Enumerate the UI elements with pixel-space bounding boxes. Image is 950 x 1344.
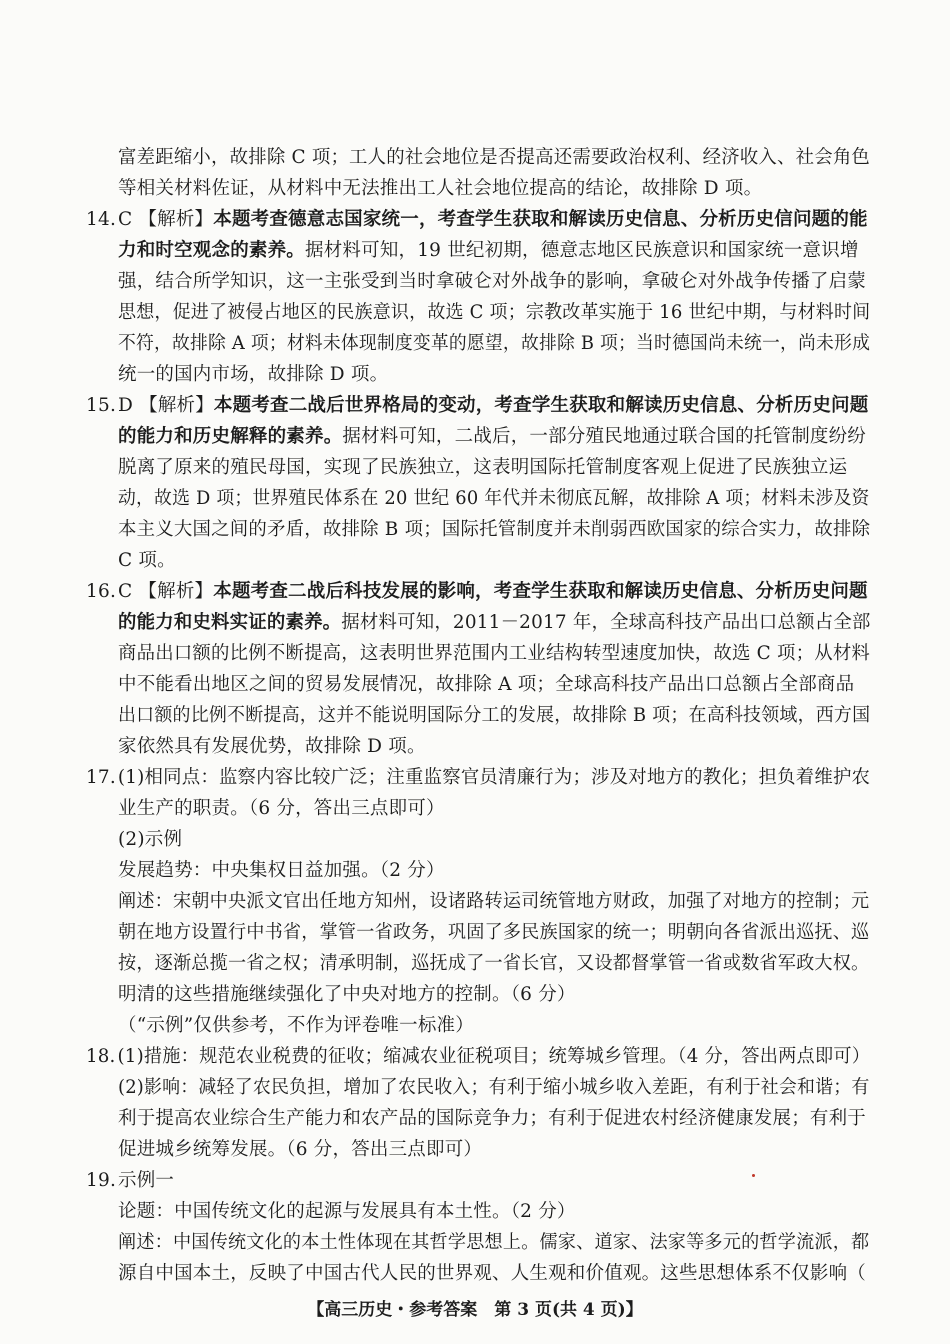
red-dot-mark xyxy=(752,1174,755,1177)
text-line: 促进城乡统筹发展。（6 分，答出三点即可） xyxy=(118,1139,483,1160)
question-number: 19. xyxy=(86,1170,117,1191)
question-number: 17. xyxy=(86,767,116,788)
text-line: 统一的国内市场，故排除 D 项。 xyxy=(118,364,389,385)
text-line: 朝在地方设置行中书省，掌管一省政务，巩固了多民族国家的统一；明朝向各省派出巡抚、巡 xyxy=(118,922,870,943)
text-line: 本主义大国之间的矛盾，故排除 B 项；国际托管制度并未削弱西欧国家的综合实力，故排除 xyxy=(118,519,871,540)
question-18-line: 18. (1)措施：规范农业税费的征收；缩减农业征税项目；统筹城乡管理。（4 分，答出两点即可） xyxy=(86,1046,871,1067)
text-line: 商品出口额的比例不断提高，这表明世界范围内工业结构转型速度加快，故选 C 项；从材料 xyxy=(118,643,871,664)
text-line: 论题：中国传统文化的起源与发展具有本土性。（2 分） xyxy=(118,1201,576,1222)
text-line: 明清的这些措施继续强化了中央对地方的控制。（6 分） xyxy=(118,984,576,1005)
question-number: 18. xyxy=(86,1046,116,1067)
question-number: 14. xyxy=(86,209,117,230)
text-line: C 项。 xyxy=(118,550,176,571)
text-line: 业生产的职责。（6 分，答出三点即可） xyxy=(118,798,445,819)
text-line: 思想，促进了被侵占地区的民族意识，故选 C 项；宗教改革实施于 16 世纪中期，与材料时间 xyxy=(118,302,871,323)
text-line: （“示例”仅供参考，不作为评卷唯一标准） xyxy=(118,1015,474,1036)
text-line: 的能力和史料实证的素养。据材料可知，2011－2017 年，全球高科技产品出口总额占全部 xyxy=(118,612,871,633)
text-line: 家依然具有发展优势，故排除 D 项。 xyxy=(118,736,426,757)
text-line: (2)示例 xyxy=(118,829,183,850)
text-line: 源自中国本土，反映了中国古代人民的世界观、人生观和价值观。这些思想体系不仅影响（ xyxy=(118,1263,867,1284)
text-line: 强，结合所学知识，这一主张受到当时拿破仑对外战争的影响，拿破仑对外战争传播了启蒙 xyxy=(118,271,867,292)
question-16-line: 16. C 【解析】本题考查二战后科技发展的影响，考查学生获取和解读历史信息、分析历史问题 xyxy=(86,581,868,602)
text-line: 富差距缩小，故排除 C 项；工人的社会地位是否提高还需要政治权利、经济收入、社会角色 xyxy=(118,147,871,168)
question-number: 15. xyxy=(86,395,117,416)
question-15-line: 15. D 【解析】本题考查二战后世界格局的变动，考查学生获取和解读历史信息、分析历史问题 xyxy=(86,395,869,416)
text-line: (2)影响：减轻了农民负担，增加了农民收入；有利于缩小城乡收入差距，有利于社会和谐；有 xyxy=(118,1077,870,1098)
text-line: 出口额的比例不断提高，这并不能说明国际分工的发展，故排除 B 项；在高科技领域，西方国 xyxy=(118,705,871,726)
text-line: 发展趋势：中央集权日益加强。（2 分） xyxy=(118,860,445,881)
text-line: 中不能看出地区之间的贸易发展情况，故排除 A 项；全球高科技产品出口总额占全部商品 xyxy=(118,674,855,695)
text-line: 利于提高农业综合生产能力和农产品的国际竞争力；有利于促进农村经济健康发展；有利于 xyxy=(118,1108,867,1129)
text-line: 力和时空观念的素养。据材料可知，19 世纪初期，德意志地区民族意识和国家统一意识增 xyxy=(118,240,859,261)
text-line: 的能力和历史解释的素养。据材料可知，二战后，一部分殖民地通过联合国的托管制度纷纷 xyxy=(118,426,867,447)
text-line: 按，逐渐总揽一省之权；清承明制，巡抚成了一省长官，又设都督掌管一省或数省军政大权。 xyxy=(118,953,870,974)
text-line: 等相关材料佐证，从材料中无法推出工人社会地位提高的结论，故排除 D 项。 xyxy=(118,178,763,199)
text-line: 阐述：中国传统文化的本土性体现在其哲学思想上。儒家、道家、法家等多元的哲学流派，都 xyxy=(118,1232,870,1253)
text-line: 动，故选 D 项；世界殖民体系在 20 世纪 60 年代并未彻底瓦解，故排除 A 项；材料未涉及资 xyxy=(118,488,870,509)
question-17-line: 17. (1)相同点：监察内容比较广泛；注重监察官员清廉行为；涉及对地方的教化；担负着维护农 xyxy=(86,767,871,788)
text-line: 不符，故排除 A 项；材料未体现制度变革的愿望，故排除 B 项；当时德国尚未统一，尚未形成 xyxy=(118,333,871,354)
question-number: 16. xyxy=(86,581,117,602)
question-14-line: 14. C 【解析】本题考查德意志国家统一，考查学生获取和解读历史信息、分析历史信问题的能 xyxy=(86,209,868,230)
page-footer: 【高三历史・参考答案 第 3 页(共 4 页)】 xyxy=(307,1300,643,1320)
question-19-line: 19. 示例一 xyxy=(86,1170,175,1191)
text-line: 脱离了原来的殖民母国，实现了民族独立，这表明国际托管制度客观上促进了民族独立运 xyxy=(118,457,848,478)
text-line: 阐述：宋朝中央派文官出任地方知州，设诸路转运司统管地方财政，加强了对地方的控制；元 xyxy=(118,891,870,912)
